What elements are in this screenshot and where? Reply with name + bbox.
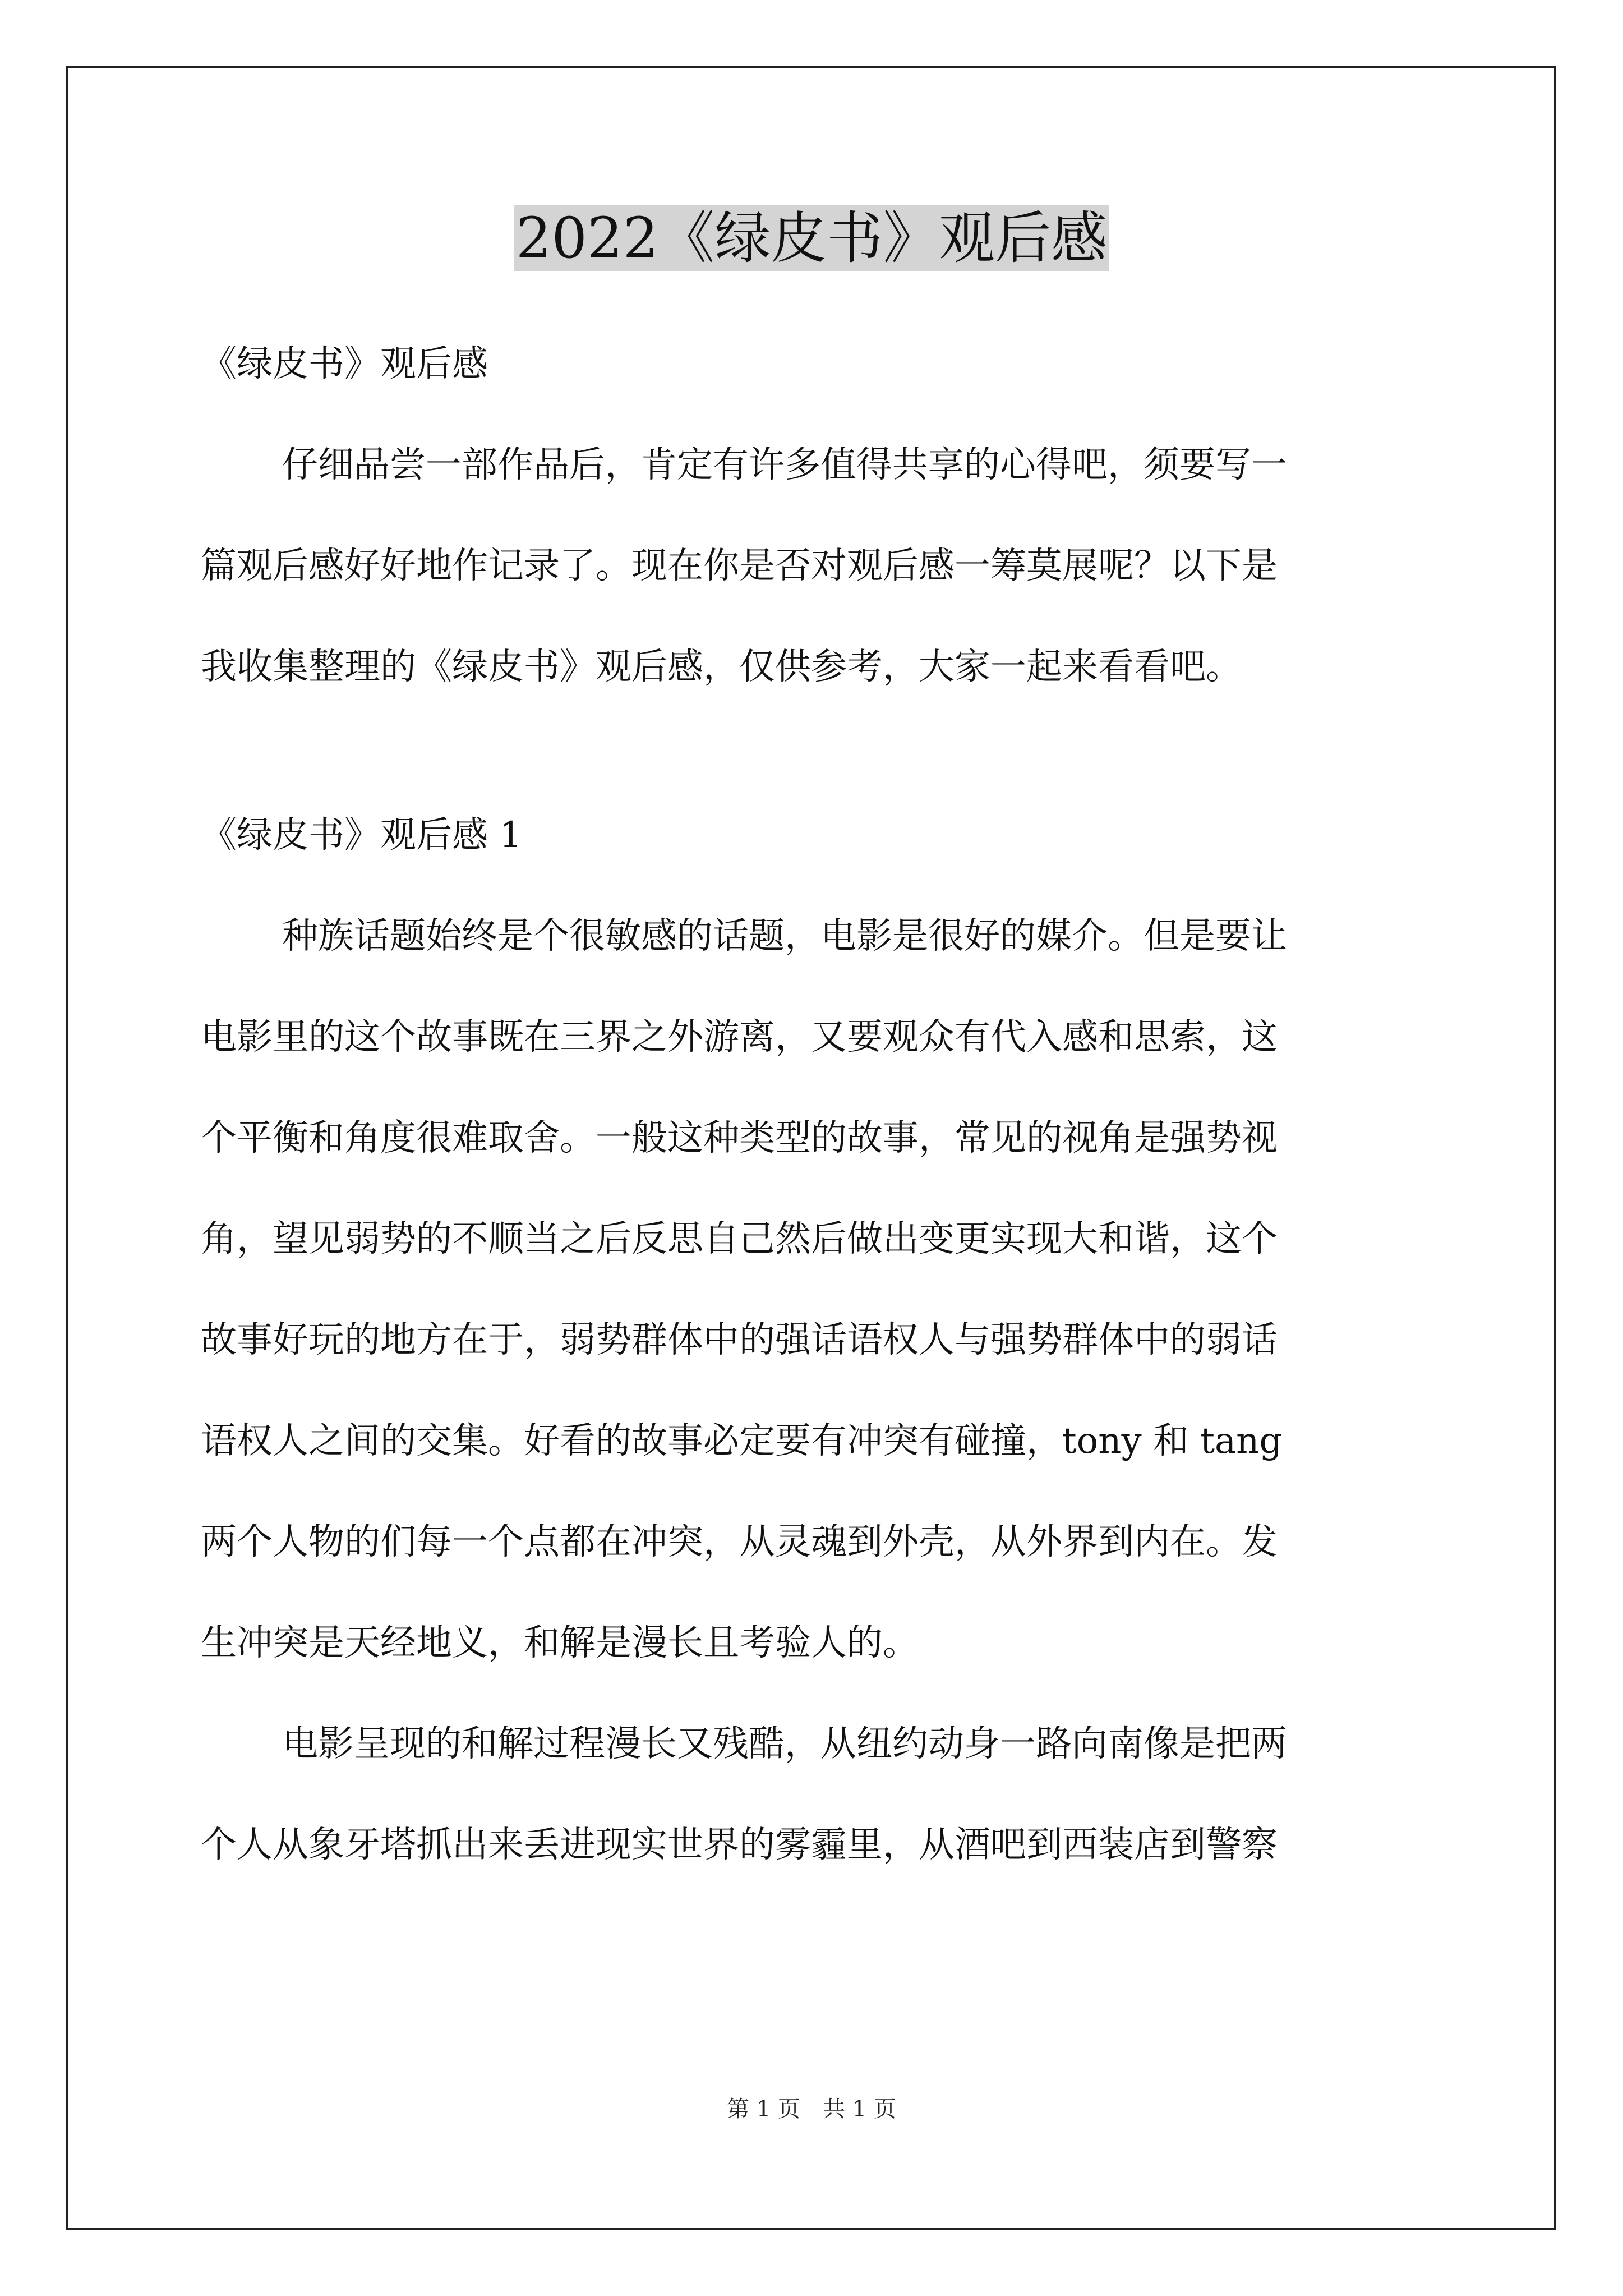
- text-line: 电影里的这个故事既在三界之外游离，又要观众有代入感和思索，这: [201, 1016, 1278, 1058]
- text-line: 生冲突是天经地义，和解是漫长且考验人的。: [201, 1622, 919, 1664]
- text-line: 个人从象牙塔抓出来丢进现实世界的雾霾里，从酒吧到西装店到警察: [201, 1824, 1278, 1866]
- page-footer: 第 1 页 共 1 页: [727, 2096, 896, 2122]
- text-line: 语权人之间的交集。好看的故事必定要有冲突有碰撞，tony 和 tang: [201, 1420, 1283, 1462]
- paragraph-2: [201, 1716, 1424, 1873]
- text-line: 个平衡和角度很难取舍。一般这种类型的故事，常见的视角是强势视: [201, 1117, 1278, 1159]
- intro-paragraph: [201, 437, 1424, 695]
- document-body: [201, 306, 1424, 1918]
- document-title: [0, 196, 1623, 280]
- text-line: 篇观后感好好地作记录了。现在你是否对观后感一筹莫展呢？以下是: [201, 545, 1278, 587]
- text-line: 故事好玩的地方在于，弱势群体中的强话语权人与强势群体中的弱话: [201, 1319, 1278, 1361]
- section-heading-1: 《绿皮书》观后感 1: [201, 815, 523, 856]
- section-heading-main: 《绿皮书》观后感: [201, 343, 488, 385]
- paragraph-1: [201, 908, 1424, 1671]
- title-text: 2022《绿皮书》观后感: [514, 205, 1110, 271]
- text-line: 仔细品尝一部作品后，肯定有许多值得共享的心得吧，须要写一: [282, 444, 1287, 486]
- text-line: 角，望见弱势的不顺当之后反思自己然后做出变更实现大和谐，这个: [201, 1218, 1278, 1260]
- text-line: 我收集整理的《绿皮书》观后感，仅供参考，大家一起来看看吧。: [201, 646, 1242, 688]
- text-line: 两个人物的们每一个点都在冲突，从灵魂到外壳，从外界到内在。发: [201, 1521, 1278, 1563]
- text-line: 电影呈现的和解过程漫长又残酷，从纽约动身一路向南像是把两: [282, 1723, 1287, 1765]
- text-line: 种族话题始终是个很敏感的话题，电影是很好的媒介。但是要让: [282, 915, 1287, 957]
